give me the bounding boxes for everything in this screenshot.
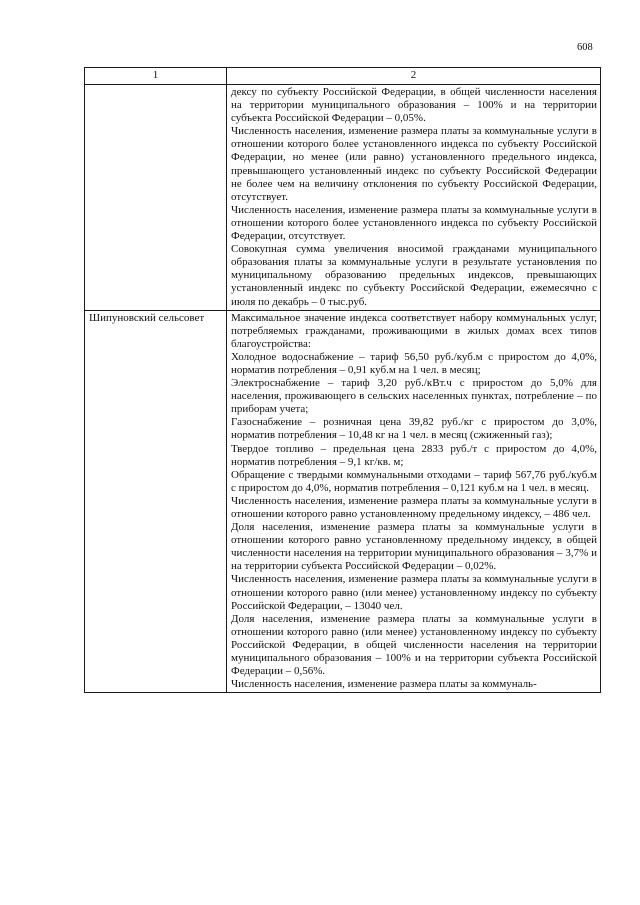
paragraph: Максимальное значение индекса соответствует набору коммунальных услуг, потребляемых гражданами, проживающими в жилых домах всех типов благоустройства: [231,311,597,350]
paragraph: Численность населения, изменение размера платы за коммунальные услуги в отношении которого более установленного индекса по субъекту Российской Федерации, отсутствует. [231,203,597,243]
page-number: 608 [577,42,593,53]
table-row [85,85,601,311]
paragraph: Численность населения, изменение размера платы за коммуналь- [231,678,537,691]
paragraph: Численность населения, изменение размера платы за коммунальные услуги в отношении которого равно (или менее) установленному индексу по субъекту Российской Федерации, – 13040 чел. [231,573,597,612]
column-header-1: 1 [85,68,227,85]
municipality-name-cell [85,85,227,311]
paragraph: Холодное водоснабжение – тариф 56,50 руб./куб.м с приростом до 4,0%, норматив потребления – 0,91 куб.м на 1 чел. в месяц; [231,350,597,376]
document-table [84,67,601,693]
table-row [85,310,601,693]
paragraph: Численность населения, изменение размера платы за коммунальные услуги в отношении которого равно установленному предельному индексу, – 486 чел. [231,494,597,520]
description-cell [227,310,601,693]
paragraph: дексу по субъекту Российской Федерации, в общей численности населения на территории муниципального образования – 100% и на территории субъекта Российской Федерации – 0,05%. [231,86,597,125]
municipality-name-cell: Шипуновский сельсовет [85,310,227,693]
paragraph: Численность населения, изменение размера платы за коммунальные услуги в отношении которого более установленного индекса по субъекту Российской Федерации, но менее (или равно) установленного предельного индекса, превышающего установленный индекс по субъекту Российской Федерации не более чем на величину отклонения по субъекту Российской Федерации, отсутствует. [231,125,597,203]
paragraph: Доля населения, изменение размера платы за коммунальные услуги в отношении которого равно (или менее) установленному индексу по субъекту Российской Федерации, в общей численности населения на территории муниципального образования – 100% и на территории субъекта Российской Федерации – 0,56%. [231,612,597,678]
paragraph: Газоснабжение – розничная цена 39,82 руб./кг с приростом до 3,0%, норматив потребления – 10,48 кг на 1 чел. в месяц (сжиженный газ); [231,416,597,442]
paragraph: Доля населения, изменение размера платы за коммунальные услуги в отношении которого равно установленному предельному индексу, в общей численности населения на территории муниципального образования – 3,7% и на территории субъекта Российской Федерации – 0,02%. [231,521,597,573]
paragraph: Электроснабжение – тариф 3,20 руб./кВт.ч с приростом до 5,0% для населения, проживающего в сельских населенных пунктах, потребление – по приборам учета; [231,377,597,416]
paragraph: Совокупная сумма увеличения вносимой гражданами муниципального образования платы за коммунальные услуги в результате установления по муниципальному образованию предельных индексов, превышающих установленный индекс по субъекту Российской Федерации, ежемесячно с июля по декабрь – 0 тыс.руб. [231,243,597,308]
table-header-row [85,68,601,85]
paragraph: Твердое топливо – предельная цена 2833 руб./т с приростом до 4,0%, норматив потребления – 9,1 кг/кв. м; [231,442,597,468]
column-header-2: 2 [227,68,601,85]
paragraph: Обращение с твердыми коммунальными отходами – тариф 567,76 руб./куб.м с приростом до 4,0%, норматив потребления – 0,121 куб.м на 1 чел. в месяц. [231,468,597,494]
description-cell [227,85,601,311]
